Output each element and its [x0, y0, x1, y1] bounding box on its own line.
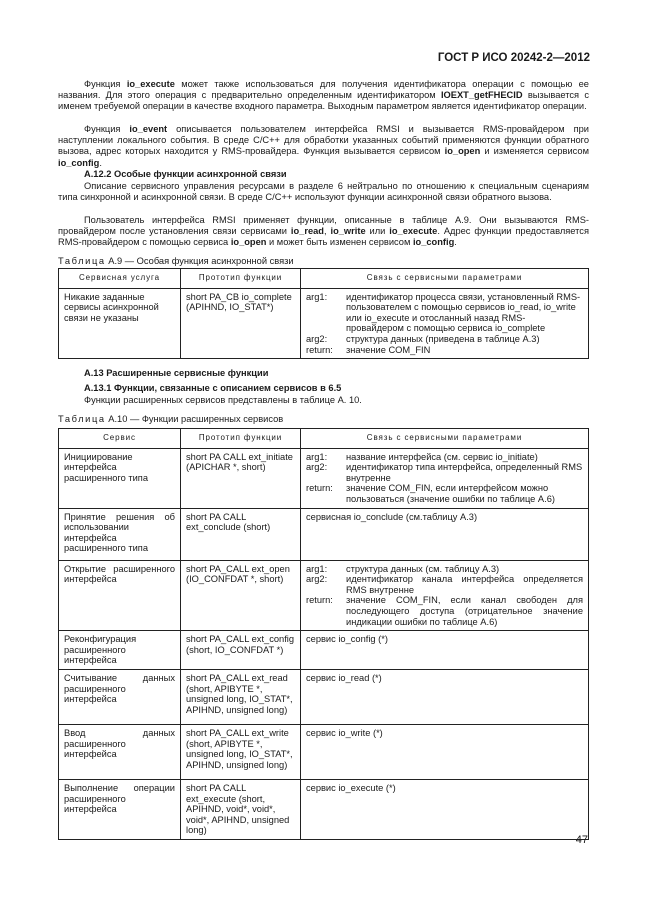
service-cell: Ввод данных расширенного интерфейса	[59, 724, 181, 779]
section-heading-a13: А.13 Расширенные сервисные функции	[84, 368, 269, 378]
prototype-cell: short PA_CALL ext_open (IO_CONFDAT *, short)	[181, 560, 301, 631]
params-cell: сервис io_read (*)	[301, 669, 589, 724]
service-cell: Считывание данных расширенного интерфейса	[59, 669, 181, 724]
prototype-cell: short PA_CB io_complete (APIHND, IO_STAT*)	[181, 288, 301, 359]
column-header: Прототип функции	[181, 429, 301, 449]
prototype-cell: short PA_CALL ext_read (short, APIBYTE *, unsigned long, IO_STAT*, APIHND, unsigned long)	[181, 669, 301, 724]
param-line: return: значение COM_FIN	[306, 344, 431, 355]
table-a10-caption: Таблица А.10 — Функции расширенных сервисов	[58, 414, 284, 424]
column-header: Связь с сервисными параметрами	[301, 429, 589, 449]
param-line: return: значение COM_FIN, если канал свободен для последующего доступа (отрицательное значение индикации ошибки по таблице А.6)	[306, 595, 583, 627]
column-header: Сервисная услуга	[59, 269, 181, 289]
section-heading-a12-2: А.12.2 Особые функции асинхронной связи	[84, 169, 287, 179]
params-cell	[301, 560, 589, 631]
table-row	[59, 288, 589, 359]
table-row	[59, 669, 589, 724]
column-header: Прототип функции	[181, 269, 301, 289]
params-cell: сервисная io_conclude (см.таблицу А.3)	[301, 508, 589, 560]
table-row	[59, 631, 589, 670]
table-a9-caption: Таблица А.9 — Особая функция асинхронной связи	[58, 256, 294, 266]
param-line: arg2: структура данных (приведена в таблице А.3)	[306, 333, 540, 344]
params-cell: сервис io_execute (*)	[301, 779, 589, 839]
column-header: Сервис	[59, 429, 181, 449]
paragraph-table-a10-intro: Функции расширенных сервисов представлены в таблице А. 10.	[84, 395, 362, 405]
paragraph-io-event: Функция io_event описывается пользователем интерфейса RMSI и вызывается RMS-провайдером при наступлении локального события. В среде C/C++ для обработки указанных событий применяются функции обратного вызова, адрес которых находится у RMS-провайдера. Функция вызывается сервисом io_open и изменяется сервисом io_config.	[58, 124, 589, 168]
param-line: arg1: идентификатор процесса связи, установленный RMS-пользователем с помощью сервисов io_read, io_write или io_execute и отосланный назад RMS-провайдером с помощью сервиса io_complete	[306, 291, 581, 334]
params-cell	[301, 448, 589, 508]
column-header: Связь с сервисными параметрами	[301, 269, 589, 289]
params-cell: сервис io_config (*)	[301, 631, 589, 670]
table-row	[59, 448, 589, 508]
service-cell: Реконфигурация расширенного интерфейса	[59, 631, 181, 670]
table-a10	[58, 428, 589, 840]
paragraph-io-execute: Функция io_execute может также использоваться для получения идентификатора операции с помощью ее названия. Для этого операция с предварительно определенным идентификатором IOEXT_getFHECID вызывается с именем требуемой операции в качестве входного параметра. Выходным параметром является идентификатор операции.	[58, 79, 589, 112]
service-cell: Открытие расширенного интерфейса	[59, 560, 181, 631]
paragraph-table-a9-intro: Пользователь интерфейса RMSI применяет функции, описанные в таблице А.9. Они вызываются RMS-провайдером после установления связи сервисами io_read, io_write или io_execute. Адрес функции предоставляется RMS-провайдером с помощью сервиса io_open и может быть изменен сервисом io_config.	[58, 215, 589, 248]
prototype-cell: short PA_CALL ext_config (short, IO_CONFDAT *)	[181, 631, 301, 670]
prototype-cell: short PA CALL ext_conclude (short)	[181, 508, 301, 560]
standard-header: ГОСТ Р ИСО 20242-2—2012	[437, 52, 590, 64]
table-header-row	[59, 269, 589, 289]
table-row	[59, 724, 589, 779]
param-line: return: значение COM_FIN, если интерфейсом можно пользоваться (значение ошибки по таблице А.6)	[306, 483, 555, 504]
param-line: arg2: идентификатор типа интерфейса, определенный RMS внутренне	[306, 462, 583, 483]
table-row	[59, 508, 589, 560]
param-line: arg1: структура данных (см. таблицу А.3)	[306, 563, 500, 574]
section-heading-a13-1: А.13.1 Функции, связанные с описанием сервисов в 6.5	[84, 383, 342, 393]
page-number: 47	[575, 834, 588, 846]
params-cell: сервис io_write (*)	[301, 724, 589, 779]
service-cell: Инициирование интерфейса расширенного типа	[59, 448, 181, 508]
paragraph-async: Описание сервисного управления ресурсами в разделе 6 нейтрально по отношению к специальным сценариям типа синхронной и асинхронной связи. В среде C/C++ используют функции асинхронной связи обратного вызова.	[58, 181, 589, 203]
prototype-cell: short PA_CALL ext_write (short, APIBYTE *, unsigned long, IO_STAT*, APIHND, unsigned long)	[181, 724, 301, 779]
param-line: arg1: название интерфейса (см. сервис io_initiate)	[306, 451, 538, 462]
params-cell	[301, 288, 589, 359]
service-cell: Принятие решения об использовании интерфейса расширенного типа	[59, 508, 181, 560]
prototype-cell: short PA CALL ext_initiate (APICHAR *, short)	[181, 448, 301, 508]
service-cell: Выполнение операции расширенного интерфейса	[59, 779, 181, 839]
table-row	[59, 779, 589, 839]
prototype-cell: short PA CALL ext_execute (short, APIHND, void*, void*, void*, APIHND, unsigned long)	[181, 779, 301, 839]
param-line: arg2: идентификатор канала интерфейса определяется RMS внутренне	[306, 574, 583, 595]
table-a9	[58, 268, 589, 359]
service-cell: Никакие заданные сервисы асинхронной связи не указаны	[59, 288, 181, 359]
table-header-row	[59, 429, 589, 449]
table-row	[59, 560, 589, 631]
